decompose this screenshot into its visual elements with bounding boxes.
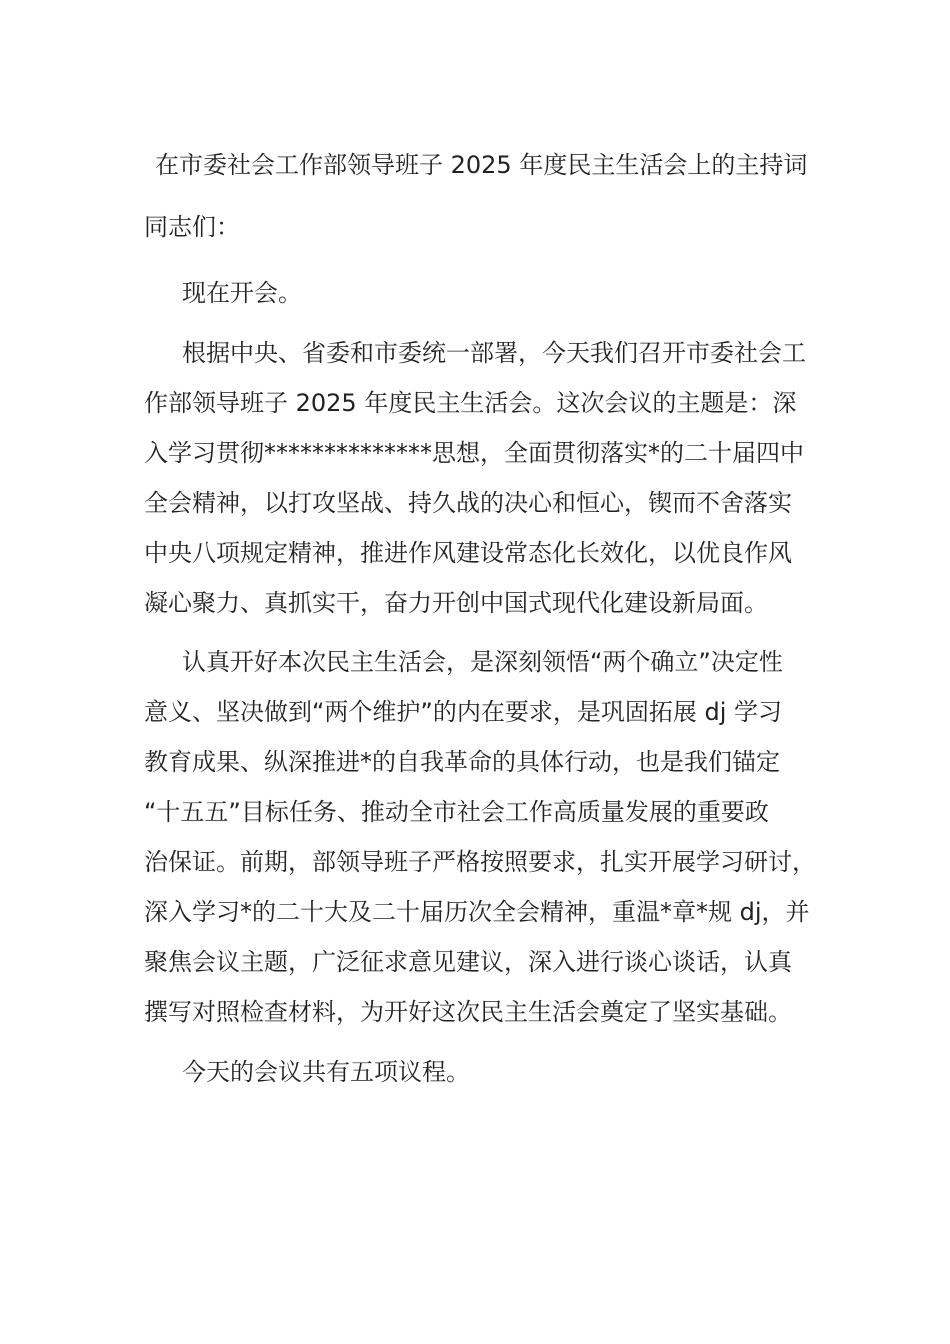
paragraph-2 [144,328,809,628]
paragraph-line: 作部领导班子 2025 年度民主生活会。这次会议的主题是：深 [144,389,797,417]
paragraph-line: 凝心聚力、真抓实干，奋力开创中国式现代化建设新局面。 [144,589,768,617]
paragraph-1 [144,268,809,318]
paragraph-4 [144,1047,809,1097]
document-title: 在市委社会工作部领导班子 2025 年度民主生活会上的主持词 [155,151,808,179]
paragraph-line: 深入学习*的二十大及二十届历次全会精神，重温*章*规 dj，并 [144,898,810,926]
paragraph-line: 现在开会。 [182,279,302,307]
paragraph-line: 聚焦会议主题，广泛征求意见建议，深入进行谈心谈话，认真 [144,948,792,976]
paragraph-line: 全会精神，以打攻坚战、持久战的决心和恒心，锲而不舍落实 [144,489,792,517]
paragraph-line: “十五五”目标任务、推动全市社会工作高质量发展的重要政 [144,798,769,826]
paragraph-line: 根据中央、省委和市委统一部署，今天我们召开市委社会工 [182,339,806,367]
paragraph-line: 入学习贯彻**************思想，全面贯彻落实*的二十届四中 [144,439,804,467]
paragraph-line: 教育成果、纵深推进*的自我革命的具体行动，也是我们锚定 [144,748,780,776]
paragraph-line: 今天的会议共有五项议程。 [182,1058,470,1086]
paragraph-line: 意义、坚决做到“两个维护”的内在要求，是巩固拓展 dj 学习 [144,698,783,726]
paragraph-line: 中央八项规定精神，推进作风建设常态化长效化，以优良作风 [144,539,792,567]
paragraph-line: 撰写对照检查材料，为开好这次民主生活会奠定了坚实基础。 [144,998,792,1026]
paragraph-3 [144,637,816,1037]
salutation: 同志们： [144,213,240,241]
paragraph-line: 认真开好本次民主生活会，是深刻领悟“两个确立”决定性 [182,648,783,676]
paragraph-line: 治保证。前期，部领导班子严格按照要求，扎实开展学习研讨， [144,848,816,876]
